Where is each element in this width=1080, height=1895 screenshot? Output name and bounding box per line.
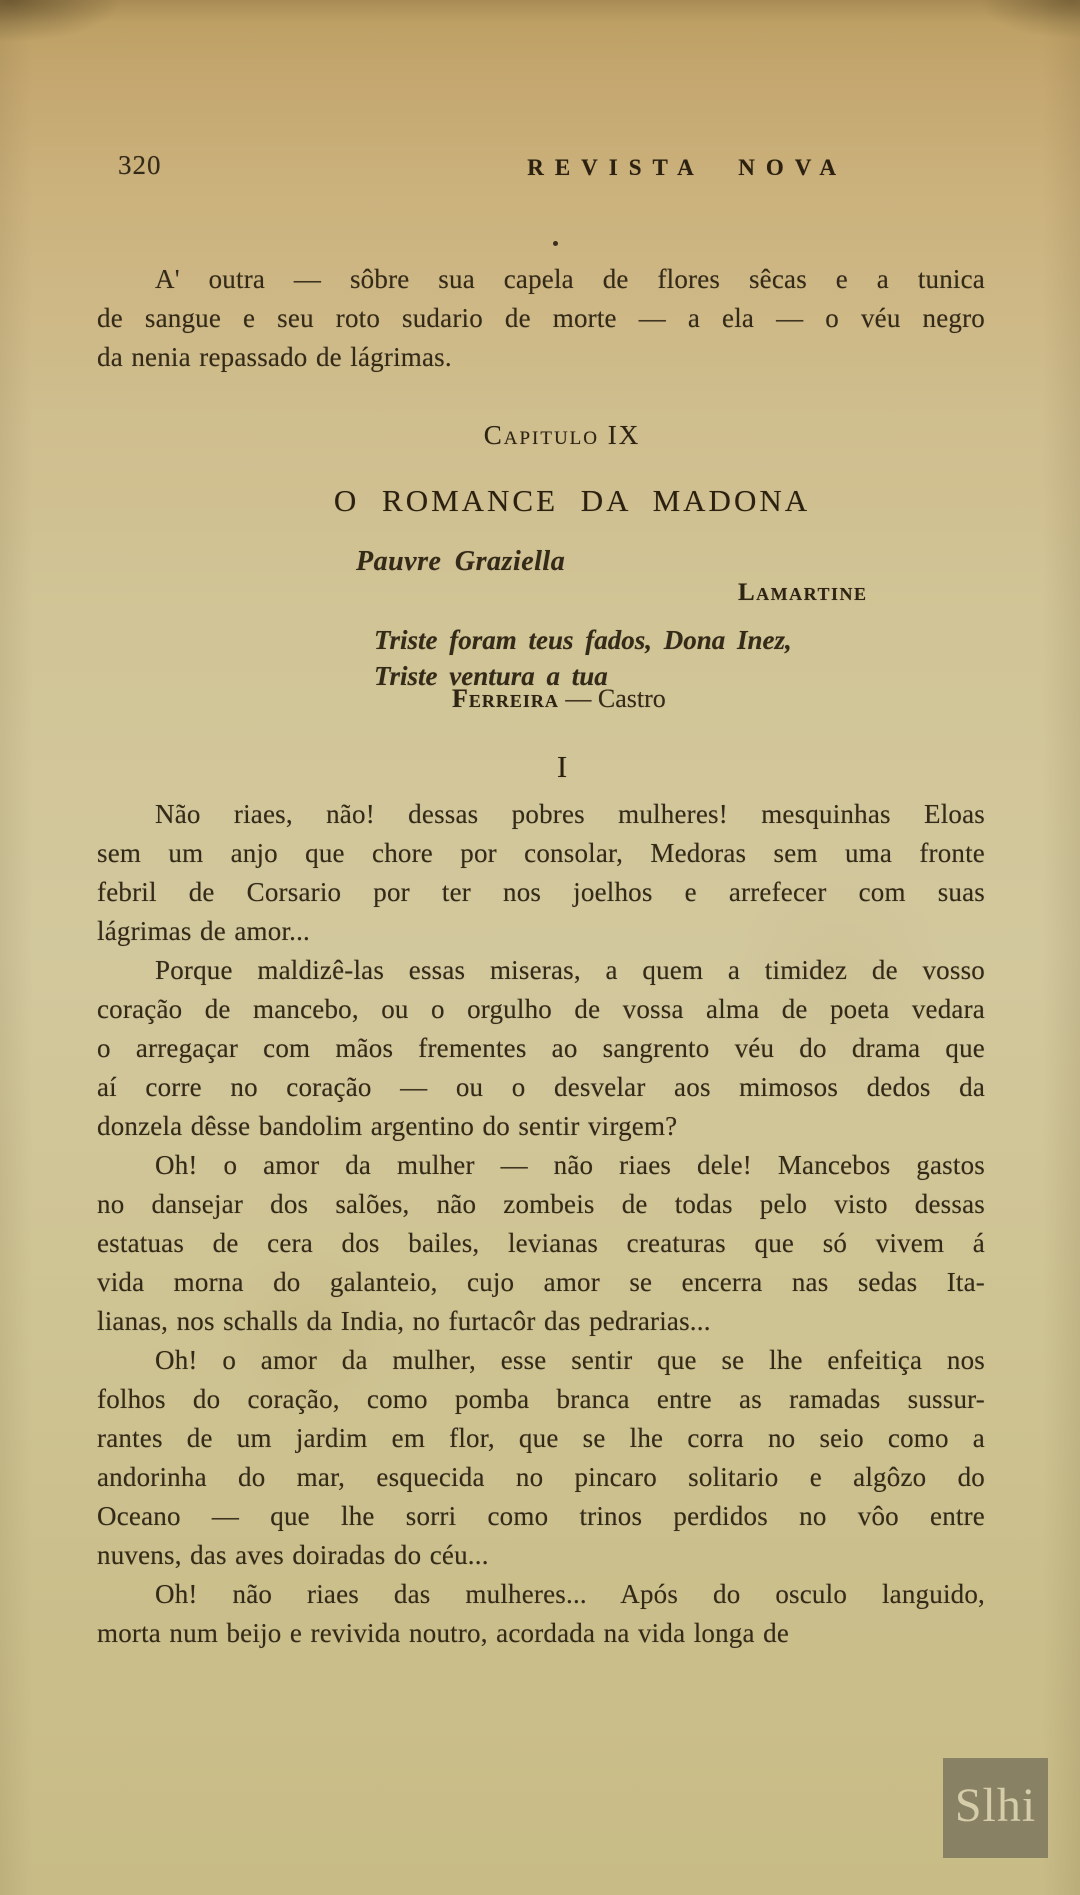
body-line: nuvens, das aves doiradas do céu...: [97, 1540, 489, 1570]
library-stamp-badge: [943, 1758, 1048, 1858]
epigraph-author-name: Ferreira: [452, 684, 559, 713]
library-stamp-text: Slhi: [954, 1779, 1037, 1832]
epigraph-author-separator: —: [558, 684, 598, 713]
body-line: morta num beijo e revivida noutro, acordada na vida longa de: [97, 1618, 790, 1648]
body-line: folhos do coração, como pomba branca entre as ramadas sussur-: [97, 1384, 985, 1414]
chapter-title: O ROMANCE DA MADONA: [333, 483, 811, 518]
body-line: Oh! não riaes das mulheres... Após do osculo languido,: [155, 1579, 985, 1609]
section-numeral: I: [556, 749, 568, 784]
epigraph-attribution-lamartine: Lamartine: [738, 579, 868, 606]
intro-line: de sangue e seu roto sudario de morte — a ela — o véu negro: [97, 303, 985, 333]
body-line: febril de Corsario por ter nos joelhos e arrefecer com suas: [97, 877, 985, 907]
body-line: lágrimas de amor...: [97, 916, 310, 946]
body-line: no dansejar dos salões, não zombeis de todas pelo visto dessas: [97, 1189, 985, 1219]
body-line: rantes de um jardim em flor, que se lhe corra no seio como a: [97, 1423, 985, 1453]
chapter-label: Capitulo IX: [483, 420, 641, 450]
intro-line: A' outra — sôbre sua capela de flores sêcas e a tunica: [155, 264, 985, 294]
intro-paragraph: [97, 260, 985, 377]
body-line: lianas, nos schalls da India, no furtacôr das pedrarias...: [97, 1306, 711, 1336]
intro-line: da nenia repassado de lágrimas.: [97, 342, 452, 372]
body-line: Oh! o amor da mulher, esse sentir que se lhe enfeitiça nos: [155, 1345, 985, 1375]
body-line: donzela dêsse bandolim argentino do sentir virgem?: [97, 1111, 678, 1141]
body-line: vida morna do galanteio, cujo amor se encerra nas sedas Ita-: [97, 1267, 985, 1297]
epigraph-verse-line: Triste ventura a tua: [374, 661, 608, 691]
body-line: estatuas de cera dos bailes, levianas creaturas que só vivem á: [97, 1228, 985, 1258]
body-line: sem um anjo que chore por consolar, Medoras sem uma fronte: [97, 838, 985, 868]
ornament-dot: [553, 241, 558, 246]
epigraph-attribution-ferreira: [452, 684, 666, 714]
body-line: coração de mancebo, ou o orgulho de vossa alma de poeta vedara: [97, 994, 985, 1024]
epigraph-author-surname: Castro: [597, 684, 666, 713]
page-number: 320: [118, 150, 162, 180]
body-line: aí corre no coração — ou o desvelar aos mimosos dedos da: [97, 1072, 985, 1102]
body-line: andorinha do mar, esquecida no pincaro solitario e algôzo do: [97, 1462, 985, 1492]
body-line: Oceano — que lhe sorri como trinos perdidos no vôo entre: [97, 1501, 985, 1531]
epigraph-quote-french: Pauvre Graziella: [356, 546, 566, 577]
body-line: o arregaçar com mãos frementes ao sangrento véu do drama que: [97, 1033, 985, 1063]
epigraph-verse-line: Triste foram teus fados, Dona Inez,: [374, 625, 792, 655]
body-line: Oh! o amor da mulher — não riaes dele! Mancebos gastos: [155, 1150, 985, 1180]
journal-title: REVISTA NOVA: [527, 155, 848, 180]
body-line: Não riaes, não! dessas pobres mulheres! mesquinhas Eloas: [155, 799, 985, 829]
body-text: [97, 795, 985, 1653]
body-line: Porque maldizê-las essas miseras, a quem a timidez de vosso: [155, 955, 985, 985]
